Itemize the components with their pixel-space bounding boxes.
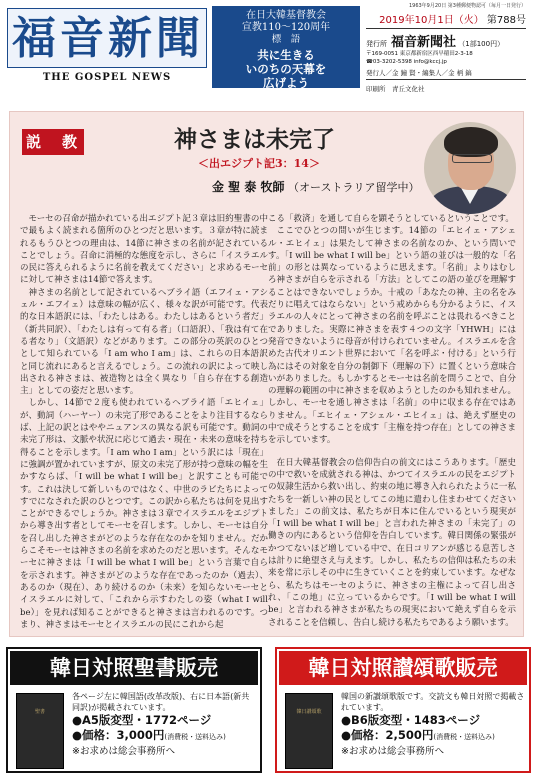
paragraph: ここでひとつの問いが生じます。14節の「エヒイェ・アシェル・エヒイェ」は果たして神さまの名前なのか、という問いです。「I will be what I will be」という語の並びは一般的な「名前」の形とは異なっているように思えます。「名前」よりはむしろ神さまが自らを示される「方法」としてこの語の並びを理解することはできないでしょうか。十戒の「あなたの神、主の名をみだりに唱えてはならない」という戒めからも分かるように、イスラエルの人々にとって神さまの名前を呼ぶことは畏れるべきことでありました。実際に神さまを表す４つの文字「YHWH」には発音できないように母音が付けられていません。イスラエルを含めた古代オリエント世界において「名を呼ぶ・付ける」という行為にはその対象を自分の制御下（理解の下）に置くという意味合いがありました。もしかするとモーセは名前を問うことで、自分の理解の範囲の中に神さまを収めようとしたのかも知れません。しかし、モーセを通し神さまは「名前」の中に収まる存在ではありません。「エヒイェ・アシェル・エヒイェ」は、絶えず歴史の中で成そうとすることを成す「主権を持つ存在」としての神さまを示しています。 xyxy=(268,226,516,446)
publisher-label: 発行所 xyxy=(366,40,387,48)
author-line xyxy=(212,178,420,195)
publisher xyxy=(366,31,526,50)
motto-years: 宣教110〜120周年 xyxy=(241,22,331,33)
tax-note: (消費税・送料込み) xyxy=(164,733,226,741)
price-text: ●価格：2,500円 xyxy=(341,728,434,742)
hymnal-sale-ad xyxy=(275,647,531,773)
ad-note: ※お求めは総会事務所へ xyxy=(72,746,175,757)
issue-number: 第788号 xyxy=(486,15,526,26)
motto-line: 広げよう xyxy=(263,76,309,90)
sermon-panel xyxy=(9,111,524,637)
printer: 印刷所 青丘文化社 xyxy=(366,85,425,93)
paragraph: モーセの召命が描かれている出エジプト記３章は旧約聖書の中で最もよく読まれる箇所のひとつだと思います。３章が特に読まれるもうひとつの理由は、14節に神さまの名前が記されていることでしょう。召命に消極的な態度を示し、さらに「イスラエルの民に答えられるように名前を教えてください」と求めるモーセに対して神さまは14節で答えます。 xyxy=(20,214,268,286)
ad-size: ●A5版変型・1772ページ xyxy=(72,713,212,727)
sermon-column-right xyxy=(268,213,516,629)
paragraph: 在日大韓基督教会の信仰告白の前文にはこうあります。「歴史の中で救いを成就される神は、かつてイスラエルの民をエジプトの奴隷生活から救い出し、約束の地に導き入れられたように一私たちを一新しい神の民としてこの地に遣わし住まわせてくださいました」この前文は、私たちが日本に住んでいるという現実が「I will be what I will be」と言われた神さまの「未完了」の働きの内にあるという信仰を告白しています。韓日関係の緊張がかつてないほど増している中で、在日コリアンが感じる息苦しさは計りに絶望さえ与えます。しかし、私たちの信仰は私たちの未来を常に示しその中に生きていくことを約束しています。なぜなら、私たちはモーセのように、神さまの主権によって召し出され、「この地」に立っているからです。「I will be what I will be」と言われる神さまが私たちの現実において絶えず自らを示されることを信頼し、告白し続ける私たちであるよう願います。 xyxy=(268,457,516,628)
ad-price xyxy=(341,728,525,745)
motto-box xyxy=(212,6,360,88)
book-cover-label: 韓日讃頌歌 xyxy=(296,709,322,715)
sermon-label: 説 教 xyxy=(22,129,84,155)
divider xyxy=(366,79,526,80)
book-image xyxy=(285,693,333,769)
motto-label: 標 語 xyxy=(271,34,301,45)
scripture-reference: ＜出エジプト記3：14＞ xyxy=(198,157,320,170)
paragraph: こる「救済」を通して自らを顕そうとしているということです。 xyxy=(268,214,514,224)
ad-description: 韓国の新讃頌歌版です。交読文も韓日対照で掲載されています。 xyxy=(341,692,525,712)
ad-body xyxy=(341,691,525,758)
contact: ☎03-3202-5398 info@kccj.jp xyxy=(366,59,447,65)
registration-note: 1963年9月20日 第3種郵便物認可（毎月一日発行） xyxy=(408,3,526,9)
author-name: 金 聖 泰 牧師 xyxy=(212,180,285,194)
newspaper-logo xyxy=(7,8,207,68)
publication-info xyxy=(366,2,526,93)
motto-line: 共に生きる xyxy=(257,48,315,62)
author-note: （オーストラリア留学中） xyxy=(288,181,420,194)
paragraph: 神さまの名前として記されているヘブライ語（エフイェ・アシェル・エフイェ）は意味の幅が広く、様々な訳が可能です。代表的な日本語訳には、「わたしはある。わたしはあるという者だ」（新共同訳）、「わたしは有って有る者」（口語訳）、「我は有て在る者なり」（文語訳）などがあります。この部分の英訳のひとつとして知られている「I am who I am」は、これらの日本語訳と同じ流れにあると言えるでしょう。この流れの訳によって映し出される神さまは、被造物とは全く異なり「自ら存在する創造主」としての姿だと思います。 xyxy=(20,287,268,397)
photo-hair xyxy=(444,127,498,157)
price: （1部100円） xyxy=(458,40,505,48)
ad-body xyxy=(72,691,256,758)
tax-note: (消費税・送料込み) xyxy=(433,733,495,741)
address: 〒169-0051 東京都新宿区西早稲田2-3-18 xyxy=(366,51,473,57)
price-text: ●価格：3,000円 xyxy=(72,728,165,742)
masthead xyxy=(0,0,533,97)
sermon-title: 神さまは未完了 xyxy=(174,126,335,153)
editors: 発行人／金 鐘 賢・編集人／金 柄 鎬 xyxy=(366,69,472,77)
ad-description: 各ページ左に韓国語(改革改版)、右に日本語(新共同訳)が掲載されています。 xyxy=(72,692,250,712)
photo-glasses xyxy=(452,154,492,163)
publisher-name: 福音新聞社 xyxy=(391,35,457,50)
motto-church: 在日大韓基督教会 xyxy=(246,10,326,21)
sermon-column-left xyxy=(20,213,268,631)
divider xyxy=(366,28,526,29)
date-text: 2019年10月1日（火） xyxy=(379,15,484,26)
logo-subtitle: THE GOSPEL NEWS xyxy=(42,72,172,83)
motto-line: いのちの天幕を xyxy=(245,62,327,76)
ad-note: ※お求めは総会事務所へ xyxy=(341,746,444,757)
ad-title: 韓日対照讃頌歌販売 xyxy=(279,651,527,685)
issue-date xyxy=(366,11,526,26)
paragraph: しかし、14節で２度も使われているヘブライ語「エヒイェ」が、動詞（ハーヤー）の未完了形であることをより注目するならば、上記の訳とはややニュアンスの異なる訳も可能です。動詞の未完了形は、文脈や状況に応じて過去・現在・未来の意味を持ち得ることを示します。「I am who I am」という訳には「現在」に強調が置かれていますが、原文の未完了形が持つ意味の幅を生かすならば、「I will be what I will be」と訳すことも可能です。これは決して新しいものではなく、中世のラビたちによってすでになされた訳のひとつです。この訳から私たちは何を見出すことができるでしょうか。神さまは３章でイスラエルをエジプトから導き出す者としてモーセを召します。しかし、モーセは自分を召し出した神さまがどのような存在なのかを知りません。だからこそモーセは神さまの名前を求めたのだと思います。そんなモーセに神さまは「I will be what I will be」という言葉で自らを示されます。神さまがどのような存在であったのか（過去）、あるのか（現在）、あり続けるのか（未来）を知らないモーセとイスラエルに対して、「これから示すわたしの姿（what I will be）」を見れば知ることができると神さまは言われるのです。つまり、神さまはモーセとイスラエルの民にこれから起 xyxy=(20,398,268,630)
ad-title: 韓日対照聖書販売 xyxy=(10,651,258,685)
ad-size: ●B6版変型・1483ページ xyxy=(341,713,481,727)
ad-price xyxy=(72,728,256,745)
book-cover-label: 聖書 xyxy=(34,709,45,715)
book-image xyxy=(16,693,64,769)
logo-title: 福音新聞 xyxy=(12,13,204,64)
bible-sale-ad xyxy=(6,647,262,773)
author-photo xyxy=(424,122,516,214)
